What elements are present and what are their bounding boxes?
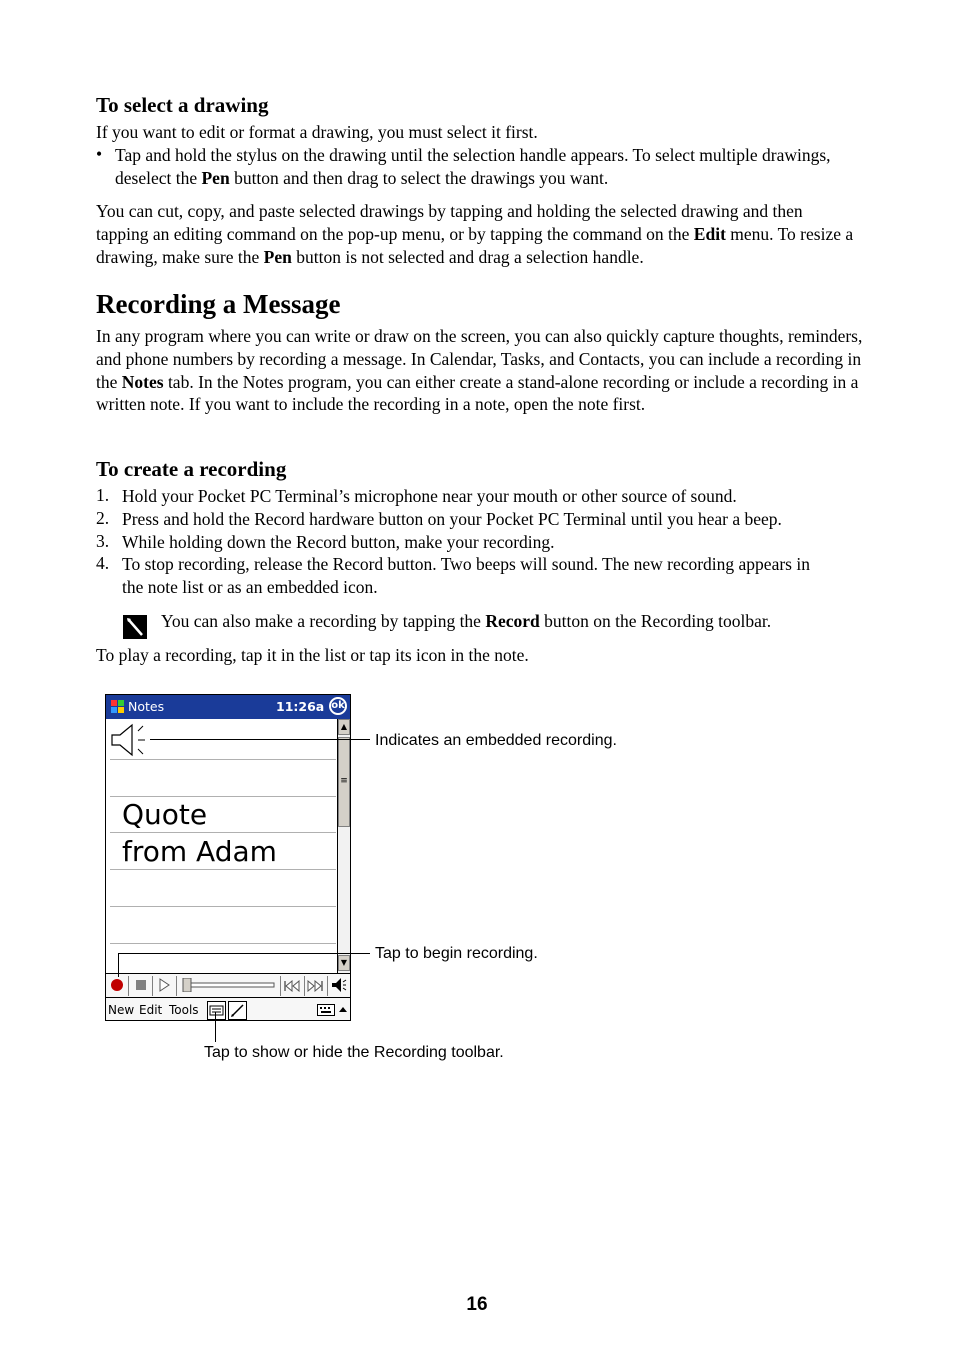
step-text: To stop recording, release the Record button. Two beeps will sound. The new recording appears in the note list or as an embedded icon.	[122, 554, 810, 597]
callout-begin-recording: Tap to begin recording.	[375, 945, 538, 962]
step-text: While holding down the Record button, make your recording.	[122, 532, 555, 552]
ruled-line	[110, 759, 336, 760]
select-drawing-paragraph: You can cut, copy, and paste selected drawings by tapping and holding the selected drawing and then tapping an editing command on the pop-up menu, or by tapping the command on the Edit menu. To resize a drawing, make sure the Pen button is not selected and drag a selection handle.	[96, 201, 854, 267]
tip-text: You can also make a recording by tapping the Record button on the Recording toolbar.	[161, 611, 772, 631]
heading-recording-message: Recording a Message	[96, 289, 341, 319]
menu-edit[interactable]: Edit	[139, 1003, 163, 1017]
recording-toolbar-toggle-icon[interactable]	[207, 1001, 226, 1020]
divider	[152, 976, 153, 996]
ruled-line	[110, 943, 336, 944]
select-drawing-bullet: Tap and hold the stylus on the drawing until the selection handle appears. To select multiple drawings, deselect the Pen button and then drag to select the drawings you want.	[115, 145, 831, 188]
callout-line-begin	[118, 953, 370, 954]
divider	[176, 976, 177, 996]
divider	[128, 976, 129, 996]
step-text: Press and hold the Record hardware button on your Pocket PC Terminal until you hear a beep.	[122, 509, 782, 529]
ruled-line	[110, 869, 336, 870]
heading-create-recording: To create a recording	[96, 457, 287, 481]
callout-line-embedded	[150, 739, 370, 740]
keyboard-icon[interactable]	[317, 1004, 335, 1016]
note-text-line: Quote	[122, 798, 208, 831]
scroll-thumb[interactable]: ≡	[338, 737, 350, 827]
clock: 11:26a	[276, 699, 325, 714]
menu-bar	[106, 997, 350, 1021]
bullet-dot: •	[96, 144, 103, 164]
volume-icon[interactable]	[331, 977, 347, 993]
ruled-line	[110, 796, 336, 797]
callout-line-begin-vertical	[118, 953, 119, 977]
menu-tools[interactable]: Tools	[169, 1003, 199, 1017]
scroll-down-icon[interactable]: ▼	[338, 955, 350, 971]
note-area[interactable]	[106, 719, 336, 973]
title-bar	[106, 695, 350, 719]
step-number: 4.	[96, 553, 110, 573]
step-text: Hold your Pocket PC Terminal’s microphone near your mouth or other source of sound.	[122, 486, 737, 506]
ruled-line	[110, 832, 336, 833]
divider	[280, 976, 281, 996]
skip-forward-icon[interactable]	[307, 979, 323, 991]
speaker-icon[interactable]	[110, 723, 148, 757]
step-number: 2.	[96, 508, 110, 528]
pen-icon[interactable]	[228, 1001, 247, 1020]
divider	[327, 976, 328, 996]
note-pen-icon	[123, 615, 147, 639]
menu-new[interactable]: New	[108, 1003, 135, 1017]
note-text-line: from Adam	[122, 835, 277, 868]
recording-toolbar	[106, 973, 350, 998]
device-screenshot	[105, 694, 351, 1021]
page-number: 16	[466, 1294, 488, 1315]
heading-select-drawing: To select a drawing	[96, 93, 269, 117]
app-title: Notes	[128, 699, 165, 714]
divider	[304, 976, 305, 996]
play-icon[interactable]	[158, 978, 170, 992]
vertical-scrollbar[interactable]	[337, 719, 351, 973]
callout-embedded-recording: Indicates an embedded recording.	[375, 732, 617, 749]
step-number: 1.	[96, 485, 110, 505]
callout-recording-toolbar: Tap to show or hide the Recording toolbar.	[204, 1044, 504, 1061]
stop-icon[interactable]	[136, 980, 146, 990]
ruled-line	[110, 906, 336, 907]
input-panel-up-icon[interactable]	[338, 1004, 348, 1014]
callout-line-toolbar	[215, 1012, 216, 1042]
start-flag-icon[interactable]	[110, 699, 125, 714]
ok-button[interactable]: ok	[329, 697, 347, 715]
select-drawing-intro: If you want to edit or format a drawing, you must select it first.	[96, 122, 538, 142]
record-icon[interactable]	[111, 979, 123, 991]
scroll-up-icon[interactable]: ▲	[338, 719, 350, 735]
position-slider[interactable]	[182, 978, 276, 992]
play-recording-text: To play a recording, tap it in the list or tap its icon in the note.	[96, 645, 529, 665]
step-number: 3.	[96, 531, 110, 551]
skip-back-icon[interactable]	[284, 979, 300, 991]
recording-paragraph: In any program where you can write or draw on the screen, you can also quickly capture thoughts, reminders, and phone numbers by recording a message. In Calendar, Tasks, and Contacts, you can include a recording in the Notes tab. In the Notes program, you can either create a stand-alone recording or include a recording in a written note. If you want to include the recording in a note, open the note first.	[96, 326, 863, 415]
